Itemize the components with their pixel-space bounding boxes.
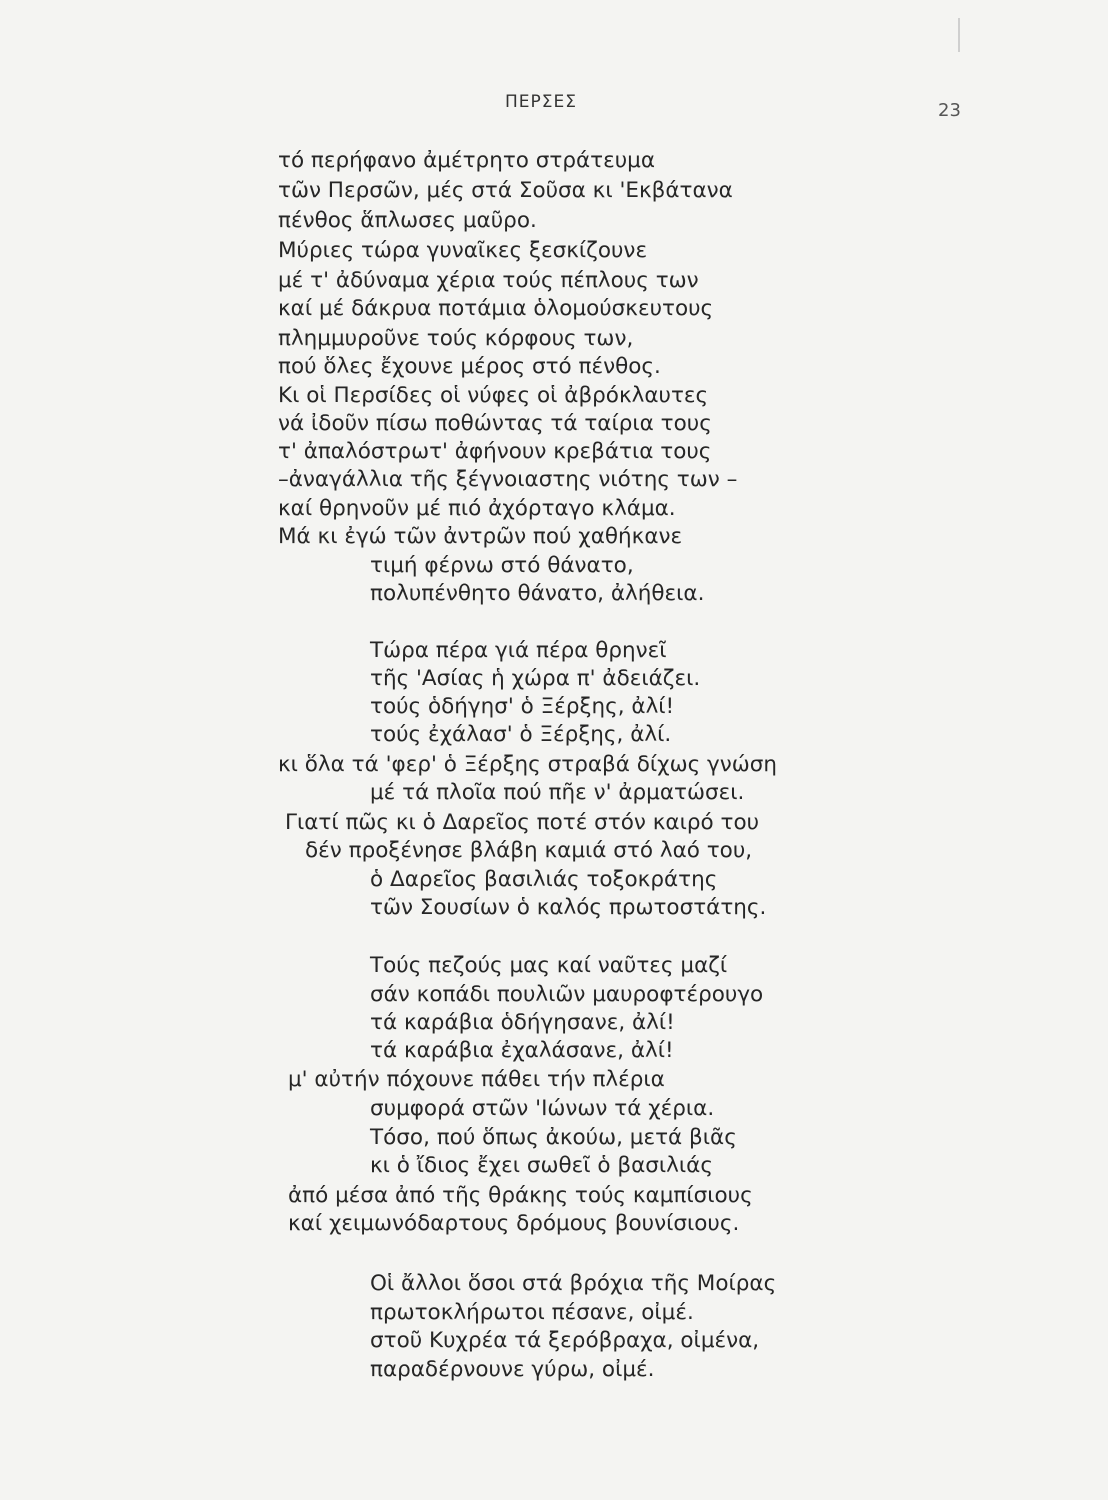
poem-line: τούς ὁδήγησ' ὁ Ξέρξης, ἀλί! — [370, 694, 675, 719]
poem-line: τό περήφανο ἀμέτρητο στράτευμα — [278, 148, 655, 173]
poem-line: –ἀναγάλλια τῆς ξέγνοιαστης νιότης των – — [278, 467, 738, 492]
poem-line: Τόσο, πού ὅπως ἀκούω, μετά βιᾶς — [370, 1125, 737, 1150]
poem-line: Μά κι ἐγώ τῶν ἀντρῶν πού χαθήκανε — [278, 524, 683, 549]
poem-line: μ' αὐτήν πόχουνε πάθει τήν πλέρια — [288, 1067, 665, 1092]
poem-line: τά καράβια ἐχαλάσανε, ἀλί! — [370, 1038, 674, 1063]
page-number: 23 — [938, 100, 961, 121]
poem-line: τούς ἐχάλασ' ὁ Ξέρξης, ἀλί. — [370, 722, 672, 747]
poem-line: κι ὁ ἴδιος ἔχει σωθεῖ ὁ βασιλιάς — [370, 1153, 713, 1178]
poem-line: καί χειμωνόδαρτους δρόμους βουνίσιους. — [288, 1211, 740, 1236]
poem-line: μέ τ' ἀδύναμα χέρια τούς πέπλους των — [278, 268, 699, 293]
poem-line: νά ἰδοῦν πίσω ποθώντας τά ταίρια τους — [278, 411, 712, 436]
poem-line: παραδέρνουνε γύρω, οἰμέ. — [370, 1357, 655, 1382]
poem-line: τῶν Περσῶν, μές στά Σοῦσα κι 'Εκβάτανα — [278, 178, 733, 203]
poem-line: τῶν Σουσίων ὁ καλός πρωτοστάτης. — [370, 895, 767, 920]
poem-line: κι ὅλα τά 'φερ' ὁ Ξέρξης στραβά δίχως γνώση — [278, 752, 778, 777]
poem-line: σάν κοπάδι πουλιῶν μαυροφτέρουγο — [370, 982, 764, 1007]
poem-line: τά καράβια ὁδήγησανε, ἀλί! — [370, 1010, 675, 1035]
poem-line: Γιατί πῶς κι ὁ Δαρεῖος ποτέ στόν καιρό του — [285, 810, 760, 835]
poem-line: πένθος ἅπλωσες μαῦρο. — [278, 208, 537, 233]
poem-line: τ' ἀπαλόστρωτ' ἀφήνουν κρεβάτια τους — [278, 439, 712, 464]
poem-line: τῆς 'Ασίας ἡ χώρα π' ἀδειάζει. — [370, 666, 701, 691]
poem-line: πρωτοκλήρωτοι πέσανε, οἰμέ. — [370, 1300, 694, 1325]
poem-line: Κι οἱ Περσίδες οἱ νύφες οἱ ἀβρόκλαυτες — [278, 383, 709, 408]
running-title: ΠΕΡΣΕΣ — [505, 92, 577, 112]
poem-line: Τούς πεζούς μας καί ναῦτες μαζί — [370, 953, 728, 978]
poem-line: πολυπένθητο θάνατο, ἀλήθεια. — [370, 581, 705, 606]
poem-line: Οἱ ἄλλοι ὅσοι στά βρόχια τῆς Μοίρας — [370, 1271, 777, 1296]
poem-line: ὁ Δαρεῖος βασιλιάς τοξοκράτης — [370, 867, 718, 892]
poem-line: στοῦ Κυχρέα τά ξερόβραχα, οἰμένα, — [370, 1328, 760, 1353]
poem-line: Τώρα πέρα γιά πέρα θρηνεῖ — [370, 638, 667, 663]
poem-line: καί θρηνοῦν μέ πιό ἀχόρταγο κλάμα. — [278, 496, 676, 521]
poem-line: μέ τά πλοῖα πού πῆε ν' ἀρματώσει. — [370, 780, 745, 805]
poem-line: δέν προξένησε βλάβη καμιά στό λαό του, — [305, 838, 753, 863]
poem-line: πού ὅλες ἔχουνε μέρος στό πένθος. — [278, 354, 661, 379]
poem-line: καί μέ δάκρυα ποτάμια ὁλομούσκευτους — [278, 296, 714, 321]
poem-line: συμφορά στῶν 'Ιώνων τά χέρια. — [370, 1096, 715, 1121]
poem-line: Μύριες τώρα γυναῖκες ξεσκίζουνε — [278, 238, 648, 263]
poem-line: τιμή φέρνω στό θάνατο, — [370, 553, 634, 578]
poem-line: ἀπό μέσα ἀπό τῆς θράκης τούς καμπίσιους — [288, 1183, 753, 1208]
poem-line: πλημμυροῦνε τούς κόρφους των, — [278, 326, 634, 351]
